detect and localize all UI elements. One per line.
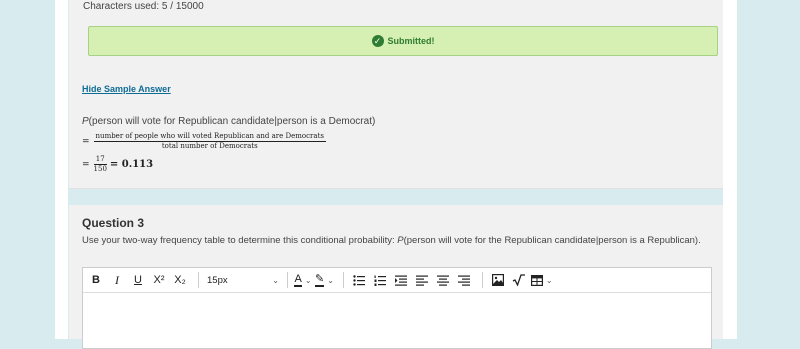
text-color-icon: A <box>294 272 302 285</box>
question-p: P <box>397 235 404 246</box>
editor-text-area[interactable] <box>83 293 711 348</box>
chevron-down-icon: ⌄ <box>327 275 334 285</box>
question-title: Question 3 <box>82 216 145 230</box>
fraction-denominator: total number of Democrats <box>161 142 258 150</box>
superscript-button[interactable]: X² <box>153 274 165 286</box>
italic-button[interactable]: I <box>115 272 119 287</box>
question-text-prefix: Use your two-way frequency table to determine this conditional probability: <box>82 235 398 246</box>
font-size-select[interactable] <box>205 275 281 286</box>
toolbar-divider <box>198 272 199 288</box>
align-center-icon[interactable] <box>434 271 452 289</box>
check-circle-icon: ✓ <box>372 35 384 47</box>
subscript-button[interactable]: X₂ <box>174 274 186 286</box>
probability-result: = 0.113 <box>109 159 154 170</box>
question-card <box>69 205 723 339</box>
formula-icon[interactable] <box>510 271 528 289</box>
fraction-numerator: number of people who will voted Republican and are Democrats <box>95 132 324 140</box>
fraction-numerator: 17 <box>95 155 105 163</box>
image-icon[interactable] <box>489 271 507 289</box>
table-icon[interactable] <box>531 271 553 289</box>
submitted-label: Submitted! <box>387 36 435 46</box>
equals-sign: = <box>82 136 90 147</box>
character-counter: Characters used: 5 / 15000 <box>83 1 204 12</box>
answer-card <box>69 0 723 189</box>
highlighter-icon: ✎ <box>315 272 325 285</box>
toolbar-divider <box>343 272 344 288</box>
numbered-list-icon[interactable] <box>371 271 389 289</box>
indent-icon[interactable] <box>392 271 410 289</box>
right-margin-strip <box>723 0 737 339</box>
toolbar-divider <box>482 272 483 288</box>
probability-condition: (person will vote for Republican candidate|person is a Democrat) <box>88 116 376 127</box>
rich-text-editor <box>82 267 712 349</box>
probability-p: P <box>82 116 89 127</box>
highlight-color-button[interactable] <box>315 271 334 289</box>
equation-line-2 <box>82 155 153 174</box>
fraction-denominator: 150 <box>93 165 107 173</box>
numeric-fraction <box>94 155 107 174</box>
word-fraction <box>94 132 326 151</box>
chevron-down-icon: ⌄ <box>304 275 312 285</box>
text-color-button[interactable] <box>294 271 312 289</box>
equation-line-1 <box>82 132 326 151</box>
probability-statement <box>82 116 375 127</box>
chevron-down-icon: ⌄ <box>272 275 279 285</box>
left-margin-strip <box>55 0 68 339</box>
question-prompt <box>82 234 702 247</box>
chevron-down-icon: ⌄ <box>545 275 553 285</box>
submitted-banner <box>88 26 718 56</box>
bold-button[interactable]: B <box>92 274 100 286</box>
question-text-rest: (person will vote for the Republican candidate|person is a Republican). <box>403 235 701 246</box>
toolbar-divider <box>287 272 288 288</box>
underline-button[interactable]: U <box>134 274 142 286</box>
font-size-value: 15px <box>207 274 228 286</box>
hide-sample-answer-link[interactable]: Hide Sample Answer <box>82 84 171 94</box>
align-right-icon[interactable] <box>455 271 473 289</box>
equals-sign: = <box>82 159 90 170</box>
editor-toolbar <box>83 268 711 293</box>
bullet-list-icon[interactable] <box>350 271 368 289</box>
align-left-icon[interactable] <box>413 271 431 289</box>
